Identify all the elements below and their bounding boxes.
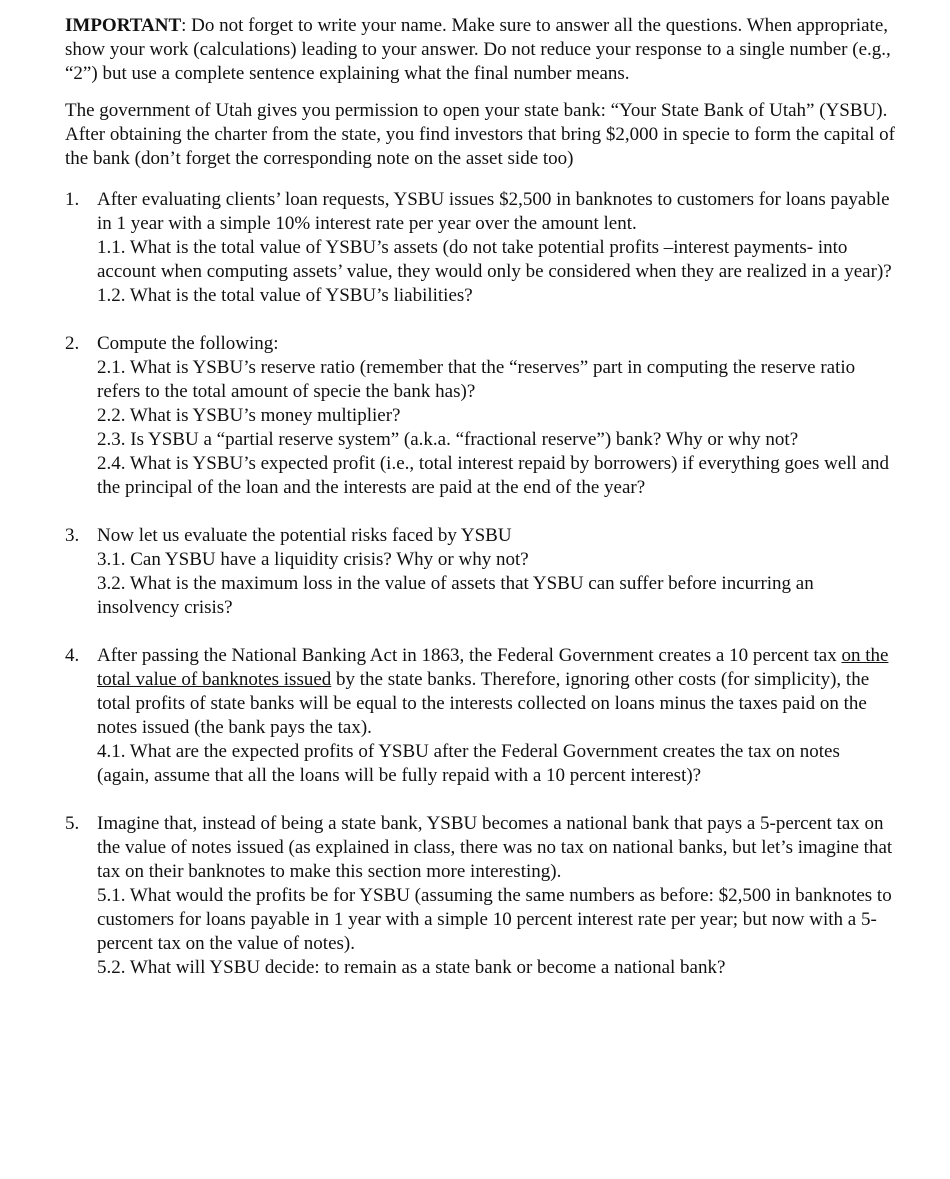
question-3 (65, 524, 895, 620)
question-2 (65, 332, 895, 500)
important-instructions (65, 14, 895, 86)
sub-question-2-3: 2.3. Is YSBU a “partial reserve system” (a.k.a. “fractional reserve”) bank? Why or why not? (97, 429, 799, 450)
question-text-after: by the state banks. Therefore, ignoring other costs (for simplicity), the total profits of state banks will be equal to the interests collected on loans minus the taxes paid on the notes issued (the bank pays the tax). (97, 669, 870, 738)
important-text: : Do not forget to write your name. Make sure to answer all the questions. When appropriate, show your work (calculations) leading to your answer. Do not reduce your response to a single number (e.g., “2”) but use a complete sentence explaining what the final number means. (65, 15, 891, 84)
sub-question-2-4: 2.4. What is YSBU’s expected profit (i.e., total interest repaid by borrowers) if everything goes well and the principal of the loan and the interests are paid at the end of the year? (97, 453, 889, 498)
question-text: Compute the following: (97, 333, 279, 354)
question-text-before: After passing the National Banking Act in 1863, the Federal Government creates a 10 percent tax (97, 645, 842, 666)
question-number: 3. (65, 525, 80, 546)
question-number: 1. (65, 189, 80, 210)
question-text: Imagine that, instead of being a state bank, YSBU becomes a national bank that pays a 5-percent tax on the value of notes issued (as explained in class, there was no tax on national banks, but let’s imagine that tax on their banknotes to make this section more interesting). (97, 813, 893, 882)
important-label: IMPORTANT (65, 15, 182, 36)
sub-question-1-2: 1.2. What is the total value of YSBU’s liabilities? (97, 285, 473, 306)
sub-question-2-2: 2.2. What is YSBU’s money multiplier? (97, 405, 401, 426)
bank-context-paragraph: The government of Utah gives you permission to open your state bank: “Your State Bank of Utah” (YSBU). After obtaining the charter from the state, you find investors that bring $2,000 in specie to form the capital of the bank (don’t forget the corresponding note on the asset side too) (65, 100, 895, 169)
sub-question-4-1: 4.1. What are the expected profits of YSBU after the Federal Government creates the tax on notes (again, assume that all the loans will be fully repaid with a 10 percent interest)? (97, 741, 840, 786)
question-1 (65, 188, 895, 308)
question-text: Now let us evaluate the potential risks faced by YSBU (97, 525, 512, 546)
document-page (65, 14, 895, 980)
sub-question-5-2: 5.2. What will YSBU decide: to remain as a state bank or become a national bank? (97, 957, 726, 978)
sub-question-1-1: 1.1. What is the total value of YSBU’s assets (do not take potential profits –interest payments- into account when computing assets’ value, they would only be considered when they are realized in a year)? (97, 237, 892, 282)
sub-question-3-1: 3.1. Can YSBU have a liquidity crisis? Why or why not? (97, 549, 529, 570)
question-5 (65, 812, 895, 980)
question-number: 5. (65, 813, 80, 834)
sub-question-3-2: 3.2. What is the maximum loss in the value of assets that YSBU can suffer before incurring an insolvency crisis? (97, 573, 814, 618)
sub-question-2-1: 2.1. What is YSBU’s reserve ratio (remember that the “reserves” part in computing the reserve ratio refers to the total amount of specie the bank has)? (97, 357, 856, 402)
question-text: After evaluating clients’ loan requests, YSBU issues $2,500 in banknotes to customers for loans payable in 1 year with a simple 10% interest rate per year over the amount lent. (97, 189, 890, 234)
question-text-underlined: on the total value of banknotes issued (97, 645, 889, 690)
question-number: 2. (65, 333, 80, 354)
question-number: 4. (65, 645, 80, 666)
sub-question-5-1: 5.1. What would the profits be for YSBU (assuming the same numbers as before: $2,500 in banknotes to customers for loans payable in 1 year with a simple 10 percent interest rate per year; but now with a 5-percent tax on the value of notes). (97, 885, 892, 954)
question-4 (65, 644, 895, 788)
